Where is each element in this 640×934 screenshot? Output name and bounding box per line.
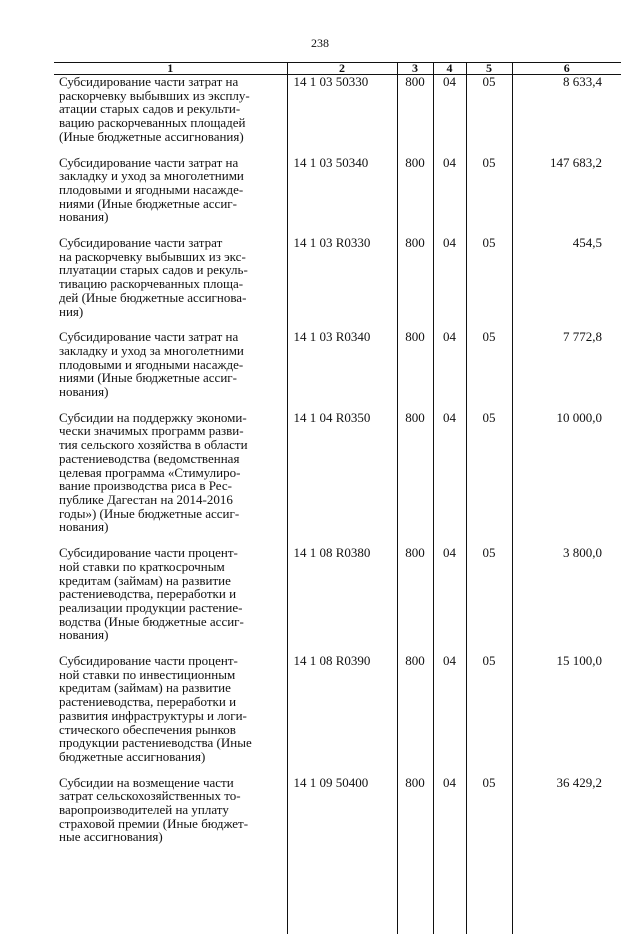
description-line: водства (Иные бюджетные ассиг-	[59, 615, 285, 629]
description-line: ниями (Иные бюджетные ассиг-	[59, 371, 285, 385]
table-row	[54, 75, 621, 156]
description-line: чески значимых программ разви-	[59, 424, 285, 438]
description-line: Субсидии на возмещение части	[59, 776, 285, 790]
row-description	[54, 330, 287, 411]
column-header-1: 1	[54, 63, 287, 75]
row-amount: 7 772,8	[512, 330, 621, 411]
description-line: кредитам (займам) на развитие	[59, 681, 285, 695]
row-col-4: 04	[433, 75, 466, 156]
row-col-3: 800	[397, 156, 433, 237]
description-line: кредитам (займам) на развитие	[59, 574, 285, 588]
row-code: 14 1 08 R0390	[287, 654, 397, 776]
description-line: на раскорчевку выбывших из экс-	[59, 250, 285, 264]
description-line: реализации продукции растение-	[59, 601, 285, 615]
description-line: годы») (Иные бюджетные ассиг-	[59, 507, 285, 521]
description-line: ной ставки по краткосрочным	[59, 560, 285, 574]
table-row	[54, 411, 621, 546]
row-col-4: 04	[433, 330, 466, 411]
description-line: растениеводства (ведомственная	[59, 452, 285, 466]
description-line: бюджетные ассигнования)	[59, 750, 285, 764]
row-amount: 15 100,0	[512, 654, 621, 776]
row-code: 14 1 04 R0350	[287, 411, 397, 546]
description-line: ния)	[59, 305, 285, 319]
description-line: нования)	[59, 628, 285, 642]
table-header-row	[54, 63, 621, 75]
row-description	[54, 75, 287, 156]
row-amount: 147 683,2	[512, 156, 621, 237]
column-header-5: 5	[466, 63, 512, 75]
row-col-3: 800	[397, 75, 433, 156]
description-line: Субсидирование части затрат на	[59, 330, 285, 344]
description-line: нования)	[59, 520, 285, 534]
row-description	[54, 546, 287, 654]
description-line: нования)	[59, 210, 285, 224]
row-col-4: 04	[433, 236, 466, 330]
row-col-3: 800	[397, 546, 433, 654]
row-amount: 8 633,4	[512, 75, 621, 156]
description-line: стического обеспечения рынков	[59, 723, 285, 737]
row-col-4: 04	[433, 411, 466, 546]
row-col-3: 800	[397, 411, 433, 546]
description-line: Субсидирование части затрат	[59, 236, 285, 250]
row-col-4: 04	[433, 776, 466, 934]
description-line: Субсидирование части затрат на	[59, 75, 285, 89]
description-line: (Иные бюджетные ассигнования)	[59, 130, 285, 144]
description-line: дей (Иные бюджетные ассигнова-	[59, 291, 285, 305]
description-line: затрат сельскохозяйственных то-	[59, 789, 285, 803]
row-amount: 3 800,0	[512, 546, 621, 654]
table-row	[54, 776, 621, 934]
row-code: 14 1 03 50340	[287, 156, 397, 237]
row-amount: 454,5	[512, 236, 621, 330]
table-body	[54, 75, 621, 934]
row-col-5: 05	[466, 546, 512, 654]
description-line: ниями (Иные бюджетные ассиг-	[59, 197, 285, 211]
row-code: 14 1 08 R0380	[287, 546, 397, 654]
description-line: растениеводства, переработки и	[59, 587, 285, 601]
description-line: варопроизводителей на уплату	[59, 803, 285, 817]
description-line: плуатации старых садов и рекуль-	[59, 263, 285, 277]
row-amount: 36 429,2	[512, 776, 621, 934]
description-line: ные ассигнования)	[59, 830, 285, 844]
row-description	[54, 654, 287, 776]
row-col-3: 800	[397, 330, 433, 411]
page-number: 238	[0, 36, 640, 51]
description-line: атации старых садов и рекульти-	[59, 102, 285, 116]
budget-table	[54, 62, 621, 934]
description-line: тивацию раскорчеванных площа-	[59, 277, 285, 291]
description-line: растениеводства, переработки и	[59, 695, 285, 709]
description-line: публике Дагестан на 2014-2016	[59, 493, 285, 507]
description-line: плодовыми и ягодными насажде-	[59, 358, 285, 372]
row-description	[54, 156, 287, 237]
row-col-5: 05	[466, 654, 512, 776]
row-col-4: 04	[433, 546, 466, 654]
description-line: нования)	[59, 385, 285, 399]
row-col-5: 05	[466, 156, 512, 237]
description-line: продукции растениеводства (Иные	[59, 736, 285, 750]
description-line: Субсидирование части процент-	[59, 546, 285, 560]
row-col-5: 05	[466, 411, 512, 546]
row-col-5: 05	[466, 75, 512, 156]
description-line: ной ставки по инвестиционным	[59, 668, 285, 682]
description-line: целевая программа «Стимулиро-	[59, 466, 285, 480]
description-line: вацию раскорчеванных площадей	[59, 116, 285, 130]
description-line: страховой премии (Иные бюджет-	[59, 817, 285, 831]
description-line: закладку и уход за многолетними	[59, 344, 285, 358]
row-col-5: 05	[466, 776, 512, 934]
row-code: 14 1 03 R0340	[287, 330, 397, 411]
row-code: 14 1 03 50330	[287, 75, 397, 156]
row-col-5: 05	[466, 330, 512, 411]
row-col-3: 800	[397, 776, 433, 934]
description-line: развития инфраструктуры и логи-	[59, 709, 285, 723]
row-code: 14 1 03 R0330	[287, 236, 397, 330]
description-line: тия сельского хозяйства в области	[59, 438, 285, 452]
table-row	[54, 654, 621, 776]
row-col-4: 04	[433, 156, 466, 237]
row-col-5: 05	[466, 236, 512, 330]
row-description	[54, 411, 287, 546]
description-line: Субсидии на поддержку экономи-	[59, 411, 285, 425]
row-col-4: 04	[433, 654, 466, 776]
description-line: Субсидирование части затрат на	[59, 156, 285, 170]
row-description	[54, 776, 287, 934]
table-row	[54, 546, 621, 654]
row-description	[54, 236, 287, 330]
row-col-3: 800	[397, 236, 433, 330]
row-amount: 10 000,0	[512, 411, 621, 546]
column-header-3: 3	[397, 63, 433, 75]
row-col-3: 800	[397, 654, 433, 776]
description-line: раскорчевку выбывших из эксплу-	[59, 89, 285, 103]
description-line: Субсидирование части процент-	[59, 654, 285, 668]
row-code: 14 1 09 50400	[287, 776, 397, 934]
table-row	[54, 236, 621, 330]
description-line: плодовыми и ягодными насажде-	[59, 183, 285, 197]
table-row	[54, 156, 621, 237]
column-header-2: 2	[287, 63, 397, 75]
column-header-4: 4	[433, 63, 466, 75]
description-line: вание производства риса в Рес-	[59, 479, 285, 493]
description-line: закладку и уход за многолетними	[59, 169, 285, 183]
column-header-6: 6	[512, 63, 621, 75]
table-row	[54, 330, 621, 411]
